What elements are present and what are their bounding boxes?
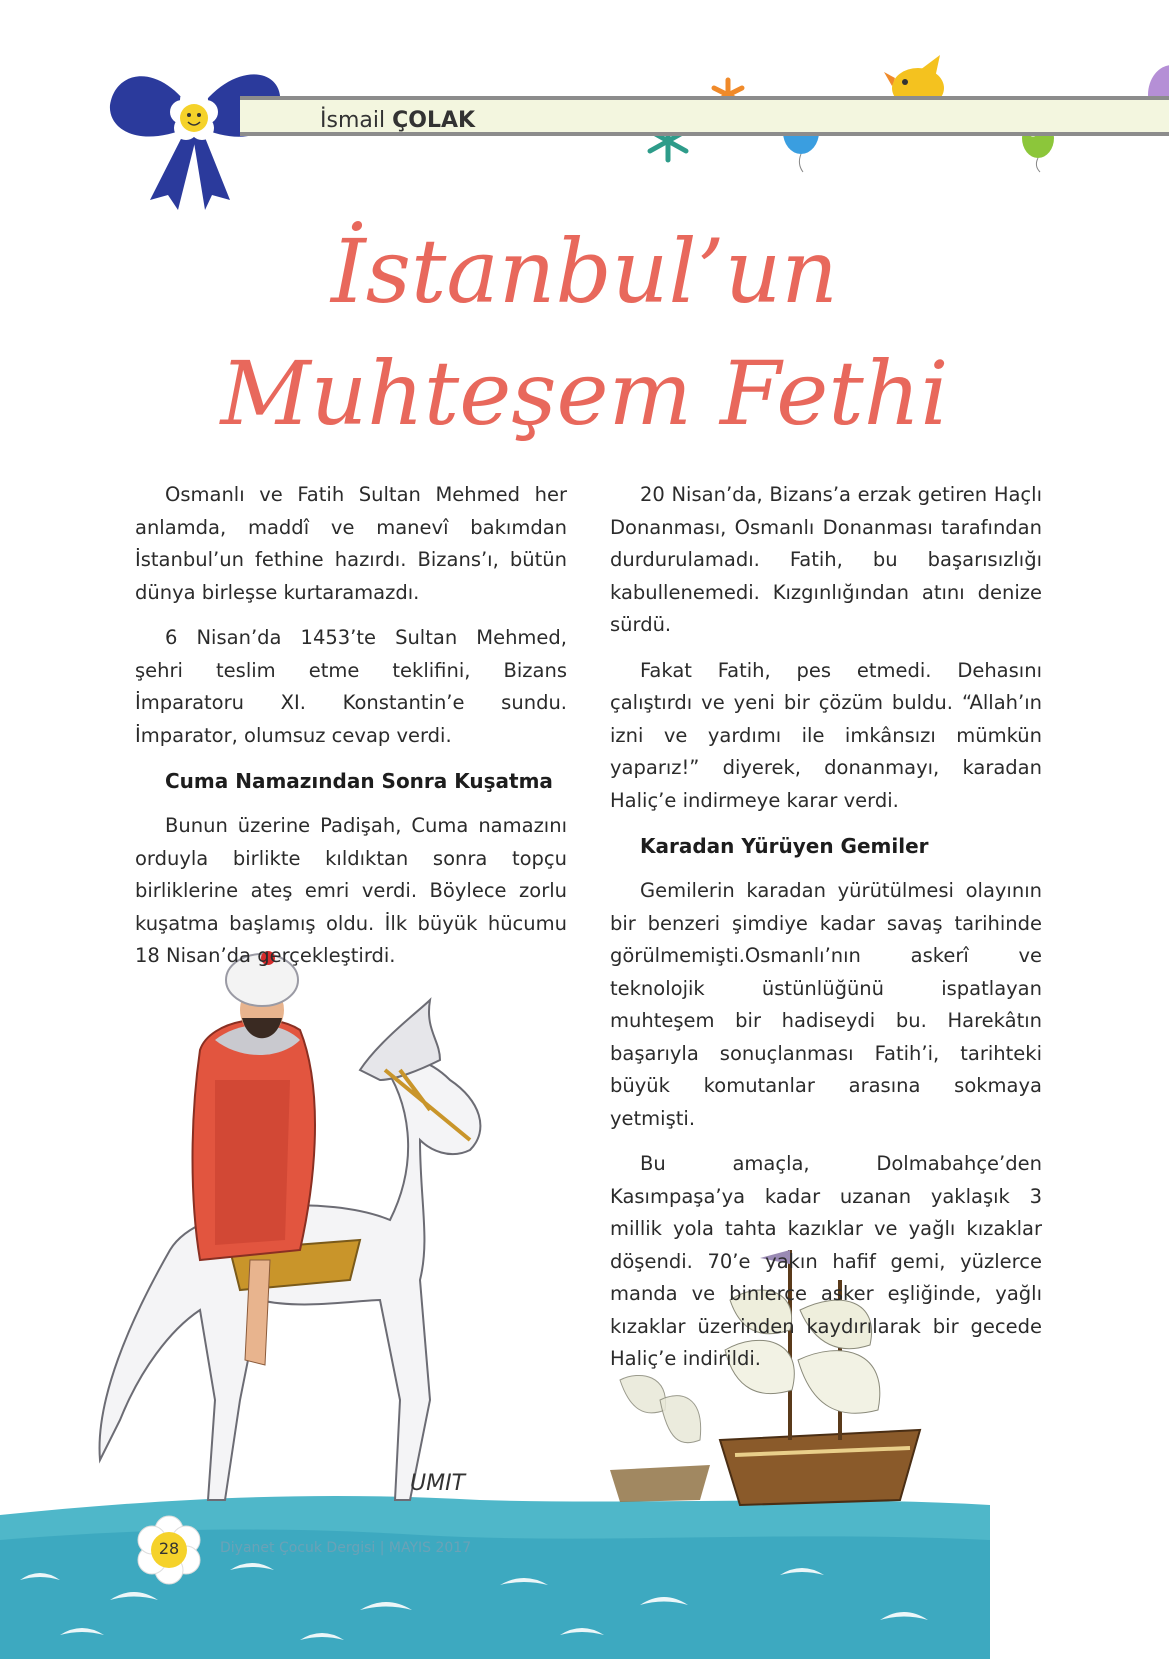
paragraph: Bunun üzerine Padişah, Cuma namazını orduyla birlikte kıldıktan sonra topçu birliklerine ateş emri verdi. Böylece zorlu kuşatma başlamış oldu. İlk büyük hücumu 18 Nisan’da gerçekleştirdi.	[135, 814, 567, 967]
author-first-name: İsmail	[320, 108, 386, 133]
author-name	[320, 108, 475, 133]
section-heading: Cuma Namazından Sonra Kuşatma	[165, 769, 553, 793]
magazine-footer: Diyanet Çocuk Dergisi | MAYIS 2017	[220, 1540, 472, 1556]
paragraph: Gemilerin karadan yürütülmesi olayının bir benzeri şimdiye kadar savaş tarihinde görülmemişti.Osmanlı’nın askerî ve teknolojik üstünlüğünü ispatlayan muhteşem bir hadiseydi bu. Harekâtın başarıyla sonuçlanması Fatih’i, tarihteki büyük komutanlar arasına sokmaya yetmişti.	[610, 879, 1042, 1130]
article-title-line-1: İstanbul’un	[331, 220, 838, 323]
blue-bow-icon	[110, 74, 280, 210]
author-last-name: ÇOLAK	[392, 108, 476, 133]
paragraph: 20 Nisan’da, Bizans’a erzak getiren Haçlı Donanması, Osmanlı Donanması tarafından durdurulamadı. Fatih, bu başarısızlığı kabullenemedi. Kızgınlığından atını denize sürdü.	[610, 483, 1042, 636]
illustrator-signature: UMIT	[410, 1471, 466, 1496]
right-text-column	[610, 479, 1042, 1389]
paragraph: 6 Nisan’da 1453’te Sultan Mehmed, şehri teslim etme teklifini, Bizans İmparatoru XI. Konstantin’e sundu. İmparator, olumsuz cevap verdi.	[135, 626, 567, 747]
article-title-line-2: Muhteşem Fethi	[220, 342, 949, 445]
paragraph: Bu amaçla, Dolmabahçe’den Kasımpaşa’ya kadar uzanan yaklaşık 3 millik yola tahta kazıklar ve yağlı kızaklar döşendi. 70’e yakın hafif gemi, yüzlerce manda ve binlerce asker eşliğinde, yağlı kızaklar üzerinden kaydırılarak bir gecede Haliç’e indirildi.	[610, 1152, 1042, 1370]
left-text-column	[135, 479, 567, 986]
paragraph: Osmanlı ve Fatih Sultan Mehmed her anlamda, maddî ve manevî bakımdan İstanbul’un fethine hazırdı. Bizans’ı, bütün dünya birleşse kurtaramazdı.	[135, 483, 567, 604]
paragraph: Fakat Fatih, pes etmedi. Dehasını çalıştırdı ve yeni bir çözüm buldu. “Allah’ın izni ve yardımı ile imkânsızı mümkün yaparız!” diyerek, donanmayı, karadan Haliç’e indirmeye karar verdi.	[610, 658, 1042, 812]
page-number: 28	[158, 1539, 180, 1558]
section-heading: Karadan Yürüyen Gemiler	[640, 834, 929, 858]
sultan-on-horse-illustration	[100, 951, 481, 1500]
sea-illustration	[0, 1496, 990, 1659]
